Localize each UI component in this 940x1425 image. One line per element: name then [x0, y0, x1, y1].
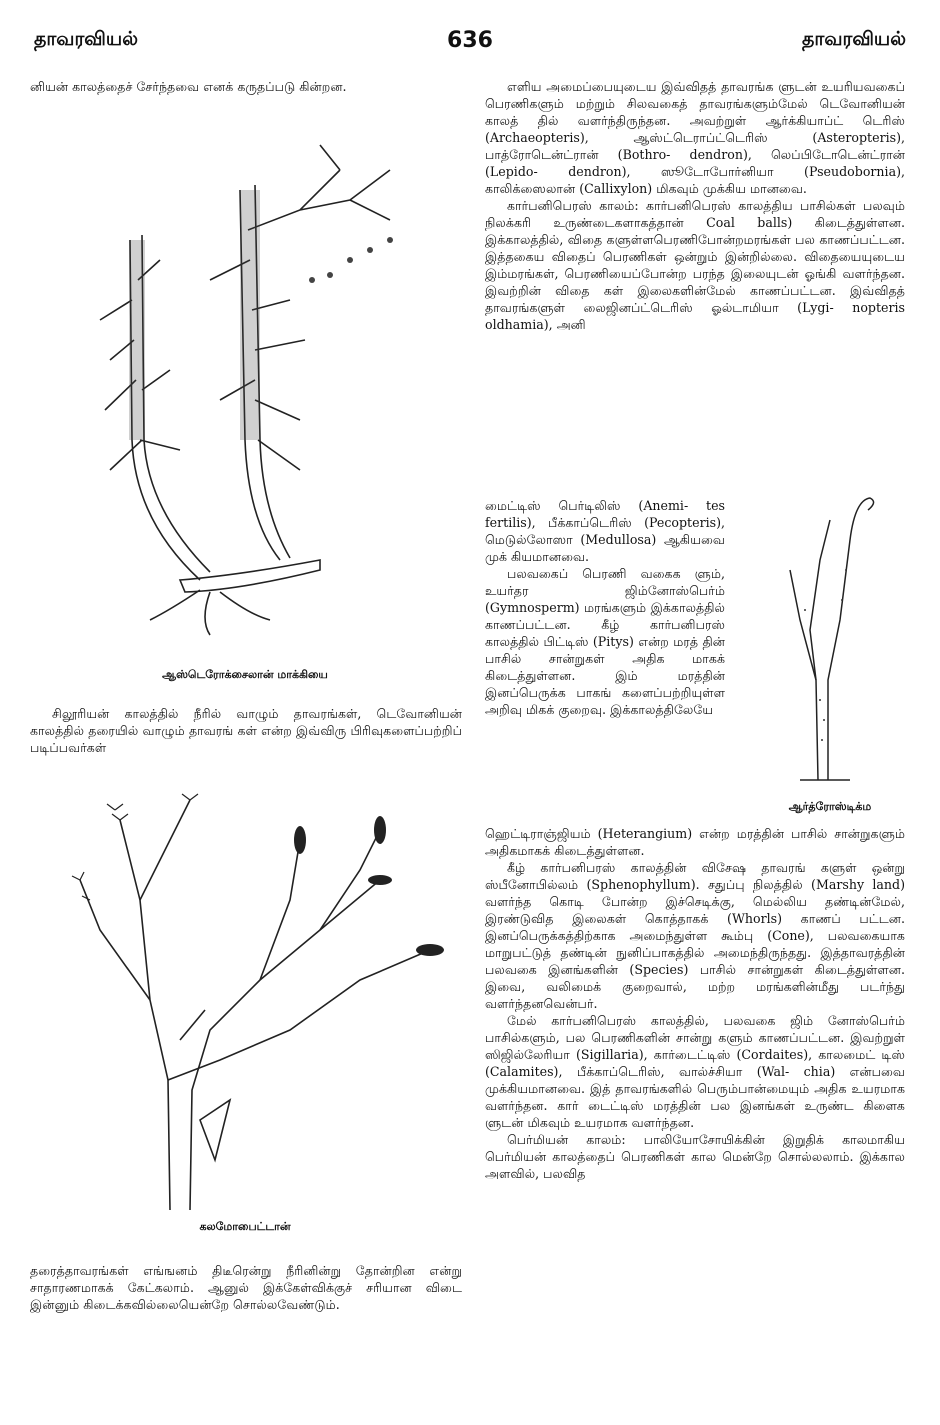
left-paragraph-1: சிலூரியன் காலத்தில் நீரில் வாழும் தாவரங்கள், டெவோனியன் காலத்தில் தரையில் வாழும் தாவரங் கள் என்ற இவ்விரு பிரிவுகளைப்பற்றிப் படிப்பவர்கள்: [30, 706, 462, 755]
figure-calamophyton: [60, 780, 460, 1220]
right-wrapped-text: மைட்டிஸ் பெர்டிலிஸ் (Anemi- tes fertilis), பீக்காப்டெரிஸ் (Pecopteris), மெடுல்லோஸா (Medullosa) ஆகியவை முக் கியமானவை. பலவகைப் பெரணி வகைக ளும், உயர்தர ஜிம்னோஸ்பெர்ம் (Gymnosperm) மரங்களும் இக்காலத்தில் காணப்பட்டன. கீழ் கார்பனிபரஸ் காலத்தில் பிட்டிஸ் (Pitys) என்ற மரத் தின் பாசில் சான்றுகள் அதிக மாகக் கிடைத்துள்ளன. இம் மரத்தின் இனப்பெருக்க பாகங் களைப்பற்றியுள்ள அறிவு மிகக் குறைவு. இக்காலத்திலேயே: [485, 498, 725, 717]
figure-arthrostigma: [760, 480, 900, 790]
page-number: 636: [447, 28, 493, 53]
figure-asteroxylon: [90, 140, 420, 640]
left-intro: னியன் காலத்தைச் சேர்ந்தவை எனக் கருதப்படு கின்றன.: [30, 79, 347, 94]
running-header-left: தாவரவியல்: [34, 28, 138, 50]
figure-caption-asteroxylon: ஆஸ்டெரோக்சைலான் மாக்கியை: [162, 668, 328, 681]
asteroxylon-illustration: [90, 140, 420, 640]
figure-caption-calamophyton: கலமோபைட்டான்: [199, 1220, 291, 1233]
right-lower-text: ஹெட்டிராஞ்ஜியம் (Heterangium) என்ற மரத்தின் பாசில் சான்றுகளும் அதிகமாகக் கிடைத்துள்ளன. கீழ் கார்பனிபரஸ் காலத்தின் விசேஷ தாவரங் களுள் ஒன்று ஸ்பீனோபில்லம் (Sphenophyllum). சதுப்பு நிலத்தில் (Marshy land) வளர்ந்த கொடி போன்ற இச்செடிக்கு, மெல்லிய தண்டின்மேல், இரண்டுவித இலைகள் கொத்தாகக் (Whorls) காணப் பட்டன. இனப்பெருக்கத்திற்காக அமைந்துள்ள கூம்பு (Cone), பலவகையாக மாறுபட்டுத் தண்டின் நுனிப்பாகத்தில் அமைந்திருந்தது. இத்தாவரத்தின் பலவகை இனங்களின் (Species) பாசில் சான்றுகள் கிடைத்துள்ளன. இவை, வலிமைக் குறைவால், மற்ற மரங்களின்மீது படர்ந்து வளர்ந்தனவென்பர். மேல் கார்பனிபெரஸ் காலத்தில், பலவகை ஜிம் னோஸ்பெர்ம் பாசில்களும், பல பெரணிகளின் சான்று களும் காணப்பட்டன. இவற்றுள் ஸிஜில்லேரியா (Sigillaria), கார்டைட்டிஸ் (Cordaites), காலமைட் டிஸ் (Calamites), பீக்காப்டெரிஸ், வால்ச்சியா (Wal- chia) என்பவை முக்கியமானவை. இத் தாவரங்களில் பெரும்பான்மையும் அதிக உயரமாக வளர்ந்தன. கார் டைட்டிஸ் மரத்தின் பல இனங்கள் உருண்ட கிளைக ளுடன் மிகவும் உயரமாக வளர்ந்தன. பெர்மியன் காலம்: பாலியோசோயிக்கின் இறுதிக் காலமாகிய பெர்மியன் காலத்தைப் பெரணிகள் கால மென்றே சொல்லலாம். இக்கால அளவில், பலவித: [485, 826, 905, 1181]
left-paragraph-2: தரைத்தாவரங்கள் எங்ஙனம் திடீரென்று நீரினின்று தோன்றின என்று சாதாரணமாகக் கேட்கலாம். ஆனுல் இக்கேள்விக்குச் சரியான விடை இன்னும் கிடைக்கவில்லையென்றே சொல்லவேண்டும்.: [30, 1263, 462, 1312]
calamophyton-illustration: [60, 780, 460, 1220]
figure-caption-arthrostigma: ஆர்த்ரோஸ்டிக்ம: [788, 800, 872, 813]
arthrostigma-illustration: [760, 480, 900, 790]
running-header-right: தாவரவியல்: [802, 28, 906, 50]
right-paragraph-1: எளிய அமைப்பையுடைய இவ்விதத் தாவரங்க ளுடன் உயரியவகைப் பெரணிகளும் மற்றும் சிலவகைத் தாவரங்களும்மேல் டெவோனியன் காலத் தில் வளர்ந்திருந்தன. அவற்றுள் ஆர்க்கியாப்ட் டெரிஸ் (Archaeopteris), ஆஸ்ட்டெராப்ட்டெரிஸ் (Asteropteris), பாத்ரோடென்ட்ரான் (Bothro- dendron), லெப்பிடோடென்ட்ரான் (Lepido- dendron), ஸூடோபோர்னியா (Pseudobornia), காலிக்ஸைலான் (Callixylon) மிகவும் முக்கிய மானவை. கார்பனிபெரஸ் காலம்: கார்பனிபெரஸ் காலத்திய பாசில்கள் பலவும் நிலக்கரி உருண்டைகளாகத்தான் Coal balls) கிடைத்துள்ளன. இக்காலத்தில், விதை களுள்ளபெரணிபோன்றமரங்கள் பல காணப்பட்டன. இத்தகைய விதைப் பெரணிகள் ஒன்றும் இன்றில்லை. விதையையுடைய இம்மரங்கள், பெரணியைப்போன்ற பரந்த இலையுடன் ஓங்கி வளர்ந்தன. இவற்றின் விதை கள் இலைகளின்மேல் காணப்பட்டன. இவ்விதத் தாவரங்களுள் லைஜினப்ட்டெரிஸ் ஓல்டாமியா (Lygi- nopteris oldhamia), அனி: [485, 79, 905, 332]
